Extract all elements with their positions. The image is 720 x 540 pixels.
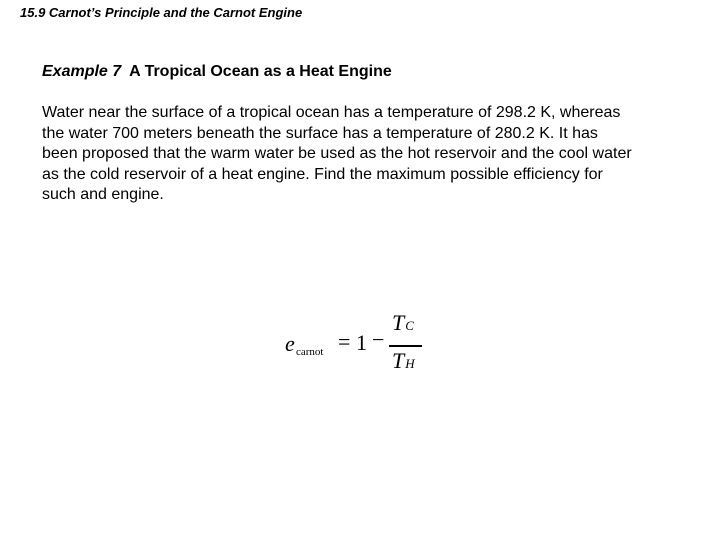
problem-line: Water near the surface of a tropical ocean has a temperature of 298.2 K, whereas xyxy=(42,104,621,121)
section-title: 15.9 Carnot’s Principle and the Carnot Engine xyxy=(20,5,303,20)
equals-sign: = xyxy=(338,329,351,354)
carnot-efficiency-equation xyxy=(280,310,460,380)
fraction-bar xyxy=(389,345,422,347)
problem-line: such and engine. xyxy=(42,186,164,203)
problem-text xyxy=(42,103,714,206)
denominator-subscript: H xyxy=(405,356,415,371)
numerator-subscript: C xyxy=(405,318,414,333)
example-title: A Tropical Ocean as a Heat Engine xyxy=(129,63,392,80)
problem-line: been proposed that the warm water be used as the hot reservoir and the cool water xyxy=(42,145,632,162)
example-number: Example 7 xyxy=(42,63,122,80)
fraction-numerator xyxy=(392,310,414,336)
efficiency-subscript: carnot xyxy=(296,346,324,358)
example-heading xyxy=(42,63,392,81)
one: 1 xyxy=(356,330,367,355)
denominator-symbol: T xyxy=(392,348,405,373)
problem-line: as the cold reservoir of a heat engine. Find the maximum possible efficiency for xyxy=(42,165,603,183)
fraction-denominator xyxy=(392,348,415,374)
efficiency-variable: e xyxy=(285,331,295,356)
problem-line: the water 700 meters beneath the surface has a temperature of 280.2 K. It has xyxy=(42,124,598,142)
minus-sign: − xyxy=(372,327,385,352)
numerator-symbol: T xyxy=(392,310,405,335)
